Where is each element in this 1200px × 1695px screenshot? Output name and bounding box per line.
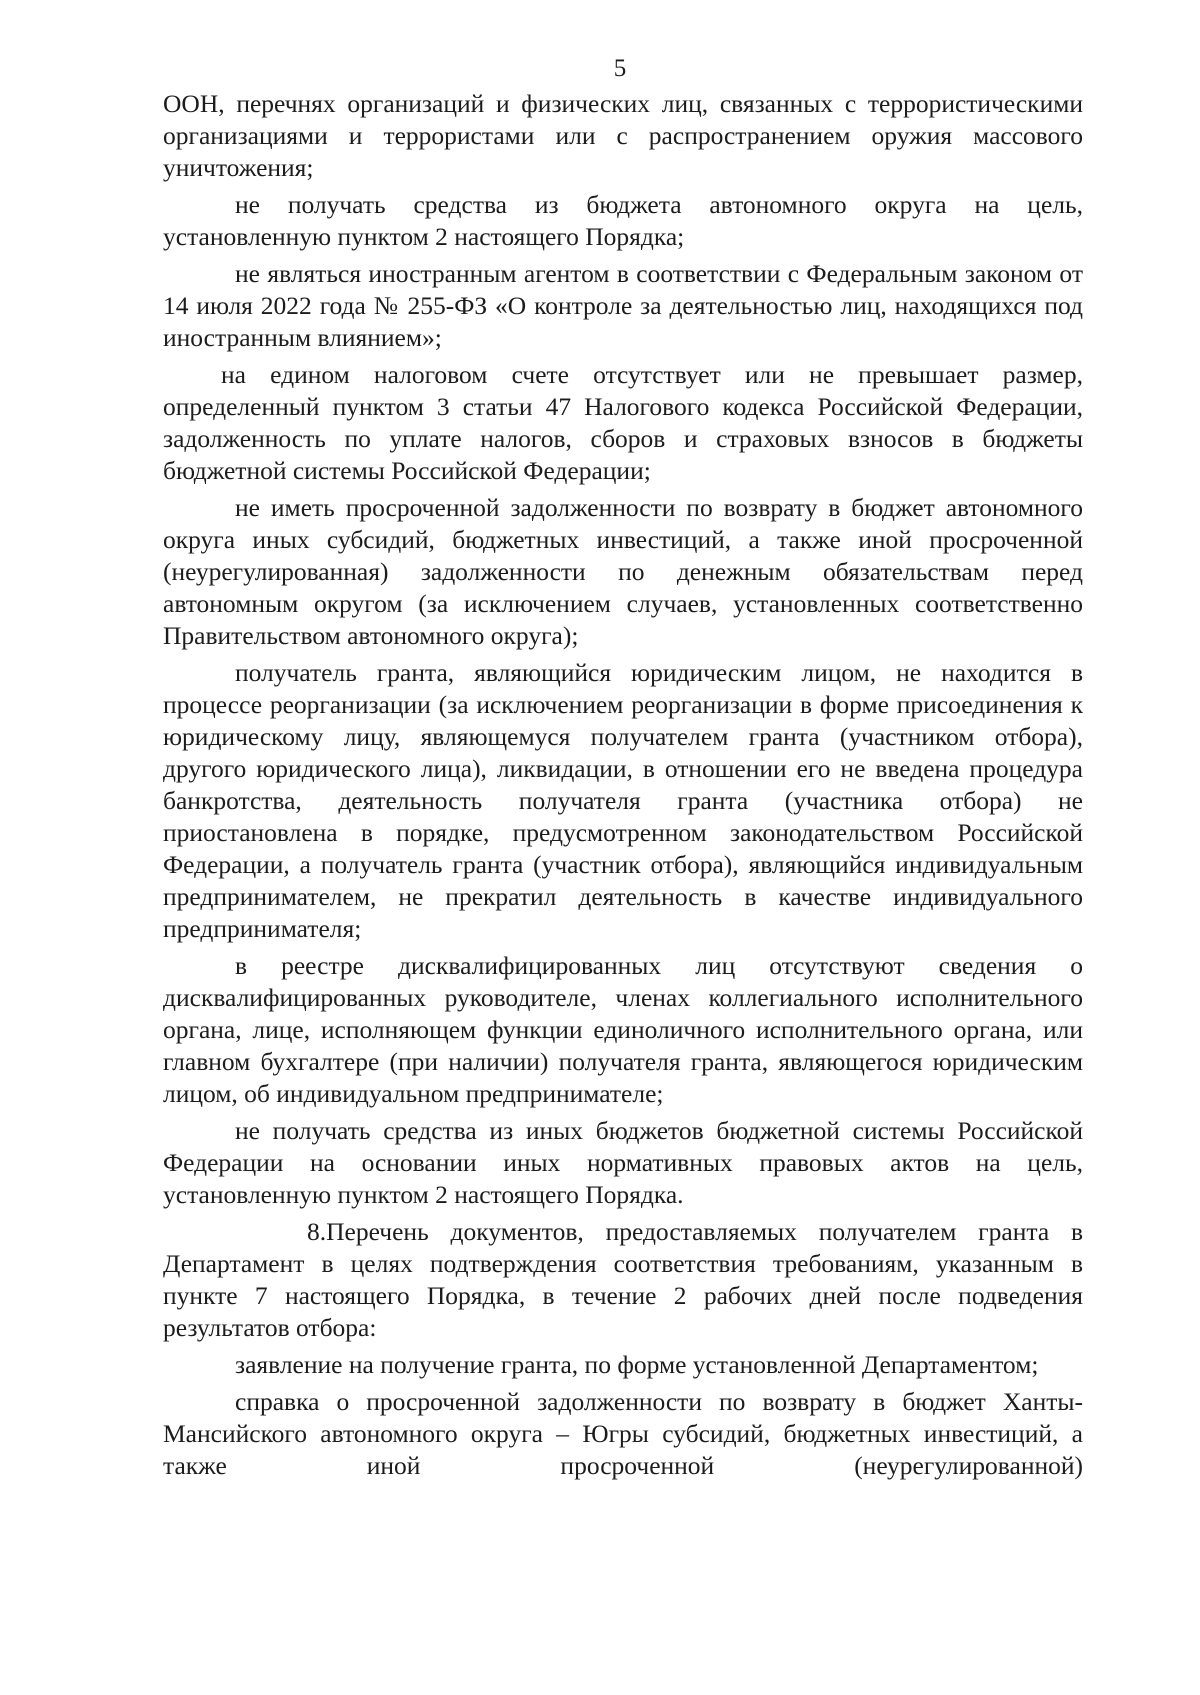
item-text: Перечень документов, предоставляемых получателем гранта в Департамент в целях подтверждения соответствия требованиям, указанным в пункте 7 настоящего Порядка, в течение 2 рабочих дней после подведения результатов отбора: [163,1217,1083,1342]
page-number: 5 [613,55,627,82]
paragraph-application: заявление на получение гранта, по форме установленной Департаментом; [235,1350,1039,1379]
paragraph-continuation: ООН, перечнях организаций и физических лиц, связанных с террористическими организациями и террористами или с распространением оружия массового уничтожения; [163,89,1083,182]
paragraph-disqualified-registry: в реестре дисквалифицированных лиц отсутствуют сведения о дисквалифицированных руководителе, членах коллегиального исполнительного органа, лице, исполняющем функции единоличного исполнительного органа, или главном бухгалтере (при наличии) получателя гранта, являющегося юридическим лицом, об индивидуальном предпринимателе; [163,951,1083,1108]
paragraph-tax-account: на едином налоговом счете отсутствует или не превышает размер, определенный пунктом 3 статьи 47 Налогового кодекса Российской Федерации, задолженность по уплате налогов, сборов и страховых взносов в бюджеты бюджетной системы Российской Федерации; [163,360,1083,485]
paragraph-certificate: справка о просроченной задолженности по возврату в бюджет Ханты-Мансийского автономного округа – Югры субсидий, бюджетных инвестиций, а также иной просроченной (неурегулированной) [163,1387,1083,1480]
paragraph-other-budgets: не получать средства из иных бюджетов бюджетной системы Российской Федерации на основании иных нормативных правовых актов на цель, установленную пунктом 2 настоящего Порядка. [163,1116,1083,1209]
item-number: 8. [307,1217,327,1246]
paragraph-reorganization: получатель гранта, являющийся юридическим лицом, не находится в процессе реорганизации (за исключением реорганизации в форме присоединения к юридическому лицу, являющемуся получателем гранта (участником отбора), другого юридического лица), ликвидации, в отношении его не введена процедура банкротства, деятельность получателя гранта (участника отбора) не приостановлена в порядке, предусмотренном законодательством Российской Федерации, а получатель гранта (участник отбора), являющийся индивидуальным предпринимателем, не прекратил деятельность в качестве индивидуального предпринимателя; [163,658,1083,943]
paragraph-overdue-debt: не иметь просроченной задолженности по возврату в бюджет автономного округа иных субсидий, бюджетных инвестиций, а также иной просроченной (неурегулированная) задолженности по денежным обязательствам перед автономным округом (за исключением случаев, установленных соответственно Правительством автономного округа); [163,493,1083,650]
paragraph-item-8 [163,1216,1083,1344]
paragraph-budget-funds: не получать средства из бюджета автономного округа на цель, установленную пунктом 2 настоящего Порядка; [163,190,1083,251]
document-body [163,88,1083,1487]
paragraph-foreign-agent: не являться иностранным агентом в соответствии с Федеральным законом от 14 июля 2022 года № 255-ФЗ «О контроле за деятельностью лиц, находящихся под иностранным влиянием»; [163,259,1083,352]
